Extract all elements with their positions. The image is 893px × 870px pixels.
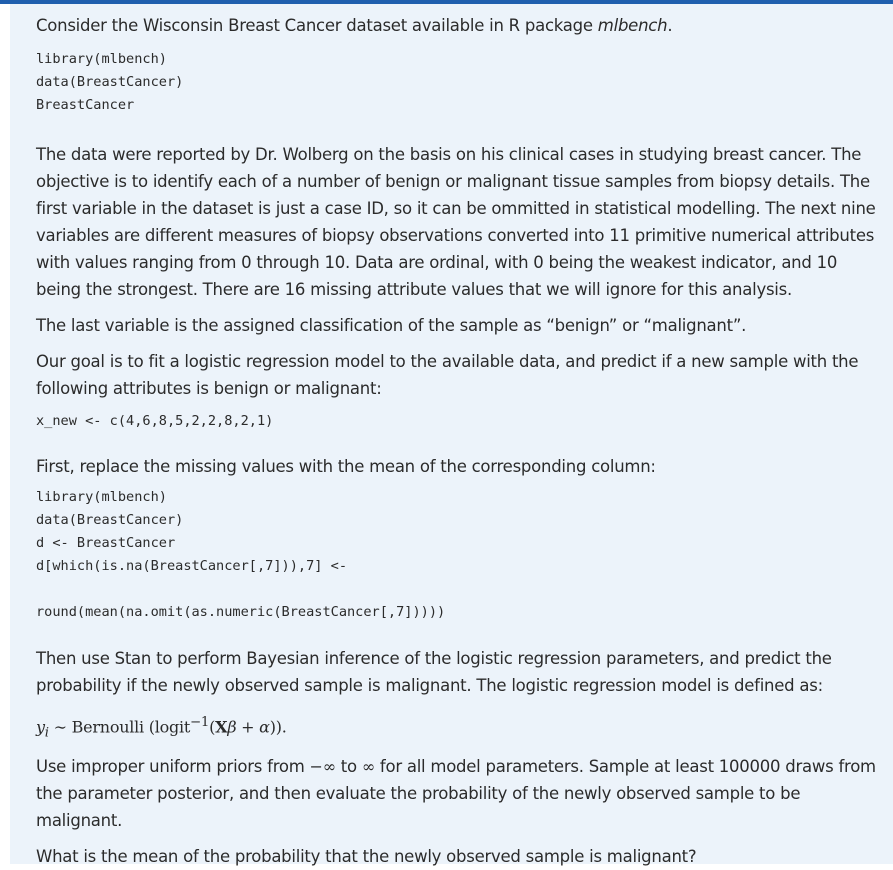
stan-paragraph: Then use Stan to perform Bayesian inference of the logistic regression parameters, and predict the probability if the newly observed sample is malignant. The logistic regression model is defined as: xyxy=(36,649,832,695)
formula-subscript: i xyxy=(44,725,49,741)
code-round-mean: round(mean(na.omit(as.numeric(BreastCancer[,7])))) xyxy=(36,604,446,620)
logistic-formula xyxy=(36,709,876,747)
priors-paragraph xyxy=(36,753,876,834)
formula-beta: β xyxy=(227,717,237,737)
code-line: library(mlbench) xyxy=(36,51,167,67)
formula-alpha: α xyxy=(259,717,270,737)
intro-paragraph xyxy=(36,12,876,39)
formula-open-paren: ( xyxy=(148,717,155,737)
formula-y: y xyxy=(36,717,45,737)
formula-distribution: Bernoulli xyxy=(71,717,144,737)
priors-text-3: for all model parameters. Sample at least 100000 draws from the parameter posterior, and then evaluate the probability of the newly observed sample to be malignant. xyxy=(36,756,876,830)
code-line: library(mlbench) xyxy=(36,489,167,505)
formula-period: . xyxy=(281,717,287,737)
formula-arg-close: ) xyxy=(269,717,276,737)
code-line: d <- BreastCancer xyxy=(36,535,176,551)
formula-matrix-x: X xyxy=(215,717,228,737)
priors-text-1: Use improper uniform priors from xyxy=(36,756,310,776)
question-panel xyxy=(10,4,893,864)
code-line: BreastCancer xyxy=(36,97,135,113)
intro-end: . xyxy=(667,16,673,35)
code-line: data(BreastCancer) xyxy=(36,512,184,528)
last-variable-paragraph: The last variable is the assigned classification of the sample as “benign” or “malignant”. xyxy=(36,316,747,335)
formula-arg-open: ( xyxy=(209,717,216,737)
code-block-load xyxy=(36,48,893,117)
priors-minus-infinity: −∞ xyxy=(309,756,336,776)
intro-text: Consider the Wisconsin Breast Cancer dataset available in R package xyxy=(36,16,598,35)
code-line: data(BreastCancer) xyxy=(36,74,184,90)
formula-tilde: ∼ xyxy=(53,717,67,737)
formula-plus: + xyxy=(236,717,260,737)
replace-missing-paragraph: First, replace the missing values with the mean of the corresponding column: xyxy=(36,457,656,476)
formula-close-paren: ) xyxy=(275,717,282,737)
formula-inverse: −1 xyxy=(190,715,210,730)
package-name: mlbench xyxy=(597,16,668,35)
code-line: d[which(is.na(BreastCancer[,7])),7] <- xyxy=(36,558,347,574)
code-x-new: x_new <- c(4,6,8,5,2,2,8,2,1) xyxy=(36,413,274,429)
data-description-paragraph: The data were reported by Dr. Wolberg on the basis on his clinical cases in studying breast cancer. The objective is to identify each of a number of benign or malignant tissue samples from biopsy details. The first variable in the dataset is just a case ID, so it can be ommitted in statistical modelling. The next nine variables are different measures of biopsy observations converted into 11 primitive numerical attributes with values ranging from 0 through 10. Data are ordinal, with 0 being the weakest indicator, and 10 being the strongest. There are 16 missing attribute values that we will ignore for this analysis. xyxy=(36,145,876,299)
priors-text-2: to xyxy=(335,756,362,776)
question-text: What is the mean of the probability that the newly observed sample is malignant? xyxy=(36,846,697,866)
goal-paragraph: Our goal is to fit a logistic regression model to the available data, and predict if a new sample with the following attributes is benign or malignant: xyxy=(36,352,859,398)
formula-logit: logit xyxy=(154,717,191,737)
priors-infinity: ∞ xyxy=(361,756,375,776)
code-block-impute xyxy=(36,486,893,578)
